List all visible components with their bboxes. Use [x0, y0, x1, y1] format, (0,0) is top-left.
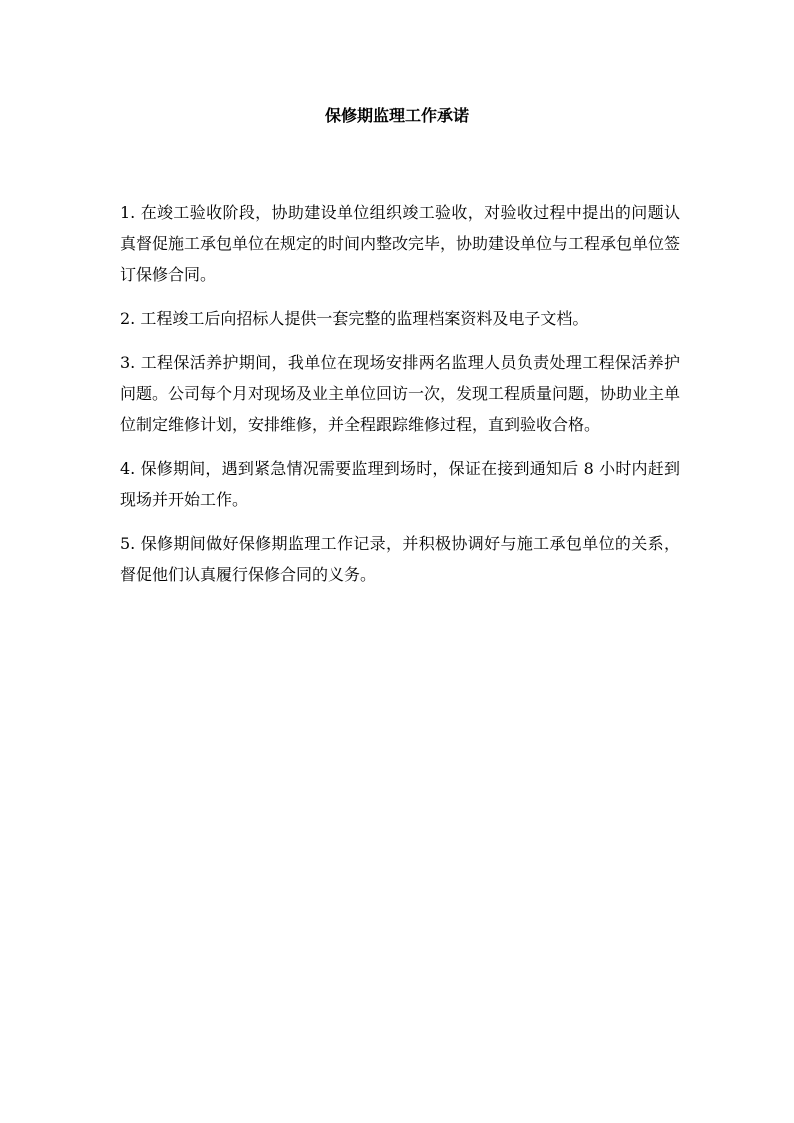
paragraph-3: 3. 工程保活养护期间，我单位在现场安排两名监理人员负责处理工程保活养护问题。公司每个月对现场及业主单位回访一次，发现工程质量问题，协助业主单位制定维修计划，安排维修，并全程跟踪维修过程，直到验收合格。: [120, 353, 681, 434]
paragraph-4: 4. 保修期间，遇到紧急情况需要监理到场时，保证在接到通知后 8 小时内赶到现场并开始工作。: [120, 459, 680, 509]
paragraph-2: 2. 工程竣工后向招标人提供一套完整的监理档案资料及电子文档。: [120, 309, 589, 328]
paragraph-1: 1. 在竣工验收阶段，协助建设单位组织竣工验收，对验收过程中提出的问题认真督促施工承包单位在规定的时间内整改完毕，协助建设单位与工程承包单位签订保修合同。: [120, 203, 681, 284]
document-body: [120, 197, 680, 603]
document-title: 保修期监理工作承诺: [324, 106, 469, 125]
paragraph-5: 5. 保修期间做好保修期监理工作记录，并积极协调好与施工承包单位的关系，督促他们认真履行保修合同的义务。: [120, 534, 680, 584]
